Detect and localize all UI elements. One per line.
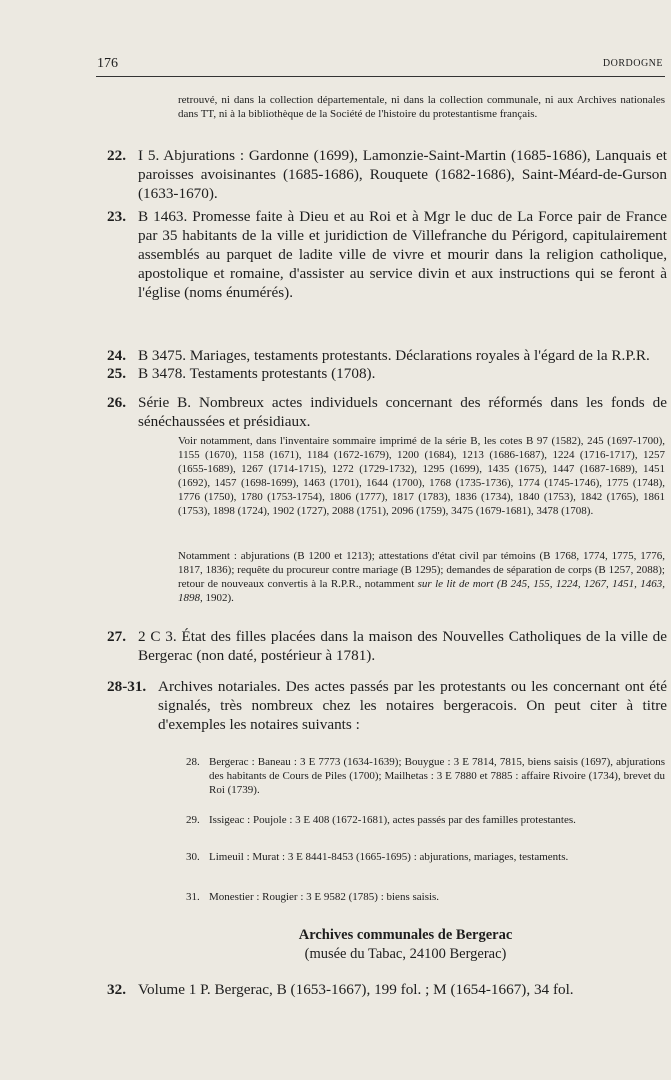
entry-number: 28-31.: [107, 678, 147, 695]
note-text: Notamment : abjurations (B 1200 et 1213); attestations d'état civil par témoins (B 1768, 1774, 1775, 1776, 1817, 1836); requête du procureur contre mariage (B 1295); demandes de séparation de corps (B 1257, 2088); retour de nouveaux convertis à la R.P.R., notamment: [178, 550, 665, 590]
entry-text: Série B. Nombreux actes individuels concernant des réformés dans les fonds de sénéchaussées et présidiaux.: [138, 394, 667, 430]
entry-text: 2 C 3. État des filles placées dans la maison des Nouvelles Catholiques de la ville de Bergerac (non daté, postérieur à 1781).: [138, 628, 667, 664]
notary-text: Bergerac : Baneau : 3 E 7773 (1634-1639); Bouygue : 3 E 7814, 7815, biens saisis (1697), abjurations des habitants de Cours de Piles (1700); Mailhetas : 3 E 7880 et 7885 : affaire Rivoire (1734), brevet du Roi (1739).: [209, 756, 665, 796]
entry-number: 24.: [107, 347, 126, 364]
running-head: DORDOGNE: [602, 58, 663, 69]
note-text-end: 1902).: [205, 592, 234, 604]
entry-text: Archives notariales. Des actes passés par les protestants ou les concernant ont été signalés, très nombreux chez les notaires bergeracois. On peut citer à titre d'exemples les notaires suivants :: [158, 678, 667, 733]
entry-26-note-references: Voir notamment, dans l'inventaire sommaire imprimé de la série B, les cotes B 97 (1582), 245 (1697-1700), 1155 (1670), 1158 (1671), 1184 (1672-1679), 1200 (1684), 1213 (1686-1687), 1224 (1716-1717), 1257 (1655-1689), 1267 (1714-1715), 1272 (1729-1732), 1295 (1699), 1435 (1675), 1447 (1687-1689), 1451 (1692), 1457 (1698-1699), 1463 (1701), 1644 (1700), 1768 (1735-1736), 1774 (1745-1746), 1775 (1748), 1776 (1750), 1780 (1753-1754), 1806 (1777), 1817 (1783), 1836 (1734), 1840 (1753), 1842 (1765), 1861 (1753), 1898 (1724), 1902 (1727), 2088 (1751), 2096 (1759), 3475 (1679-1681), 3478 (1708).: [178, 435, 665, 517]
entry-number: 26.: [107, 394, 126, 411]
notary-text: Issigeac : Poujole : 3 E 408 (1672-1681), actes passés par des familles protestantes.: [209, 814, 576, 826]
intro-note: retrouvé, ni dans la collection départementale, ni dans la collection communale, ni aux Archives nationales dans TT, ni à la bibliothèque de la Société de l'histoire du protestantisme français.: [178, 94, 665, 120]
entry-26-note-examples: [178, 549, 665, 605]
notary-text: Monestier : Rougier : 3 E 9582 (1785) : biens saisis.: [209, 891, 440, 903]
notary-number: 30.: [186, 851, 200, 863]
note-italic-text: sur le lit de mort (B 245, 155, 1224, 1267, 1451, 1463, 1898,: [178, 578, 665, 604]
entry-number: 25.: [107, 365, 126, 382]
header-rule: [96, 76, 665, 77]
entry-text: I 5. Abjurations : Gardonne (1699), Lamonzie-Saint-Martin (1685-1686), Lanquais et paroisses avoisinantes (1685-1686), Rouquete (1682-1686), Saint-Méard-de-Gurson (1633-1670).: [138, 147, 667, 202]
entry-number: 27.: [107, 628, 126, 645]
entry-number: 23.: [107, 208, 126, 225]
entry-text: Volume 1 P. Bergerac, B (1653-1667), 199 fol. ; M (1654-1667), 34 fol.: [138, 981, 574, 998]
notary-text: Limeuil : Murat : 3 E 8441-8453 (1665-1695) : abjurations, mariages, testaments.: [209, 851, 569, 863]
entry-text: B 3475. Mariages, testaments protestants. Déclarations royales à l'égard de la R.P.R.: [138, 347, 650, 364]
notary-number: 31.: [186, 891, 200, 903]
page-number: 176: [97, 56, 118, 71]
entry-number: 22.: [107, 147, 126, 164]
entry-text: B 1463. Promesse faite à Dieu et au Roi et à Mgr le duc de La Force pair de France par 35 habitants de la ville et juridiction de Villefranche du Périgord, capitulairement assemblés au parquet de ladite ville de vivre et mourir dans la religion catholique, apostolique et romaine, d'assister au service divin et aux instructions qui se feront à l'église (noms énumérés).: [138, 208, 667, 301]
section-address: (musée du Tabac, 24100 Bergerac): [304, 946, 507, 962]
notary-number: 28.: [186, 756, 200, 768]
section-title: Archives communales de Bergerac: [298, 927, 513, 943]
notary-number: 29.: [186, 814, 200, 826]
entry-text: B 3478. Testaments protestants (1708).: [138, 365, 376, 382]
entry-number: 32.: [107, 981, 126, 998]
